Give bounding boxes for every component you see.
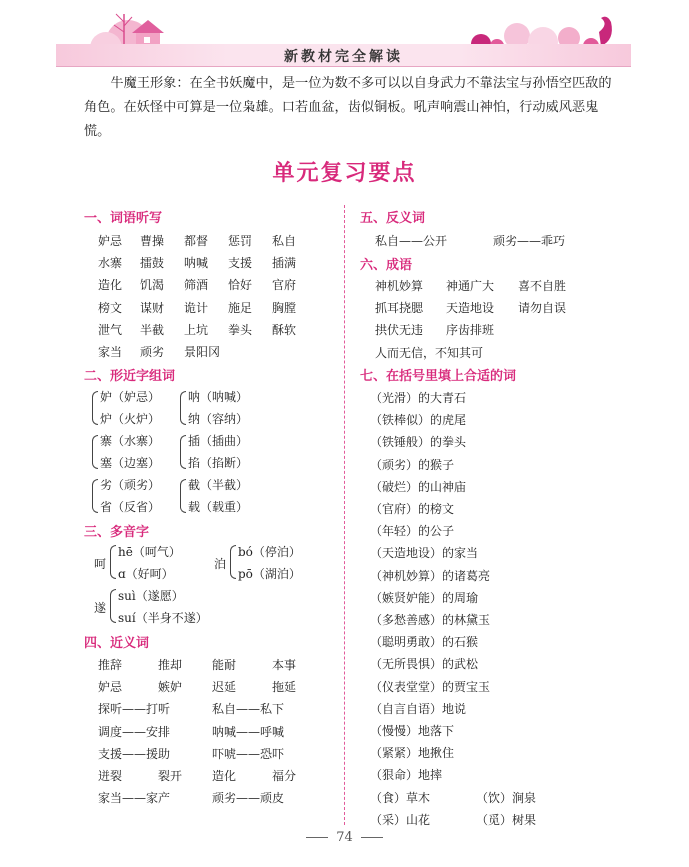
fill-in-item: （饮）涧泉 [476, 790, 537, 805]
vocab-word: 施足 [228, 300, 253, 315]
vocab-word: 都督 [184, 234, 209, 248]
vocab-word: 妒忌 [98, 234, 123, 248]
fill-in-item: （年轻）的公子 [370, 524, 455, 539]
synonym-item: 福分 [272, 769, 297, 783]
vocab-word: 泄气 [98, 322, 123, 337]
vocab-word: 官府 [272, 278, 297, 293]
reading: bó（停泊） [238, 545, 301, 559]
synonym-item: 支援——援助 [98, 746, 171, 761]
idiom: 天造地设 [446, 301, 495, 316]
fill-in-item: （光滑）的大青石 [370, 391, 467, 405]
fill-in-item: （自言自语）地说 [370, 701, 467, 716]
reading: pō（湖泊） [238, 567, 301, 581]
vocab-word: 景阳冈 [184, 345, 221, 359]
char-word: 纳（容纳） [188, 412, 249, 426]
section-heading: 二、形近字组词 [84, 369, 176, 384]
fill-in-item: （多愁善感）的林黛玉 [370, 613, 491, 627]
vocab-word: 惩罚 [228, 234, 253, 248]
polyphone-char: 遂 [94, 601, 107, 615]
idiom: 拱伏无违 [375, 323, 424, 338]
section-heading: 六、成语 [360, 258, 413, 273]
synonym-item: 嫉妒 [158, 680, 183, 695]
antonym-pair: 顽劣——乖巧 [493, 234, 566, 248]
section-heading: 七、在括号里填上合适的词 [360, 369, 517, 384]
fill-in-item: （天造地设）的家当 [370, 546, 479, 561]
char-word: 载（载重） [188, 500, 249, 514]
synonym-item: 呐喊——呼喊 [212, 724, 285, 739]
fill-in-item: （觅）树果 [476, 812, 537, 827]
char-word: 省（反省） [100, 500, 161, 514]
antonym-pair: 私自——公开 [375, 234, 448, 248]
vocab-word: 上坑 [184, 322, 209, 337]
idiom: 序齿排班 [446, 323, 495, 338]
idiom: 喜不自胜 [518, 279, 567, 293]
synonym-item: 拖延 [272, 680, 297, 695]
fill-in-item: （顽劣）的猴子 [370, 457, 455, 472]
idiom: 人而无信，不知其可 [375, 345, 484, 360]
brace [180, 391, 186, 425]
synonym-item: 迸裂 [98, 769, 123, 783]
fill-in-item: （慢慢）地落下 [370, 724, 455, 738]
fill-in-item: （破烂）的山神庙 [370, 479, 467, 494]
vocab-word: 胸膛 [272, 300, 297, 315]
synonym-item: 能耐 [212, 658, 237, 672]
fill-in-item: （食）草木 [370, 790, 431, 805]
idiom: 神通广大 [446, 279, 495, 293]
brace [92, 435, 98, 469]
vocab-word: 私自 [272, 234, 297, 248]
char-word: 呐（呐喊） [188, 390, 249, 404]
vocab-word: 水寨 [98, 256, 123, 271]
synonym-item: 家当——家产 [98, 791, 171, 806]
vocab-word: 饥渴 [140, 278, 165, 293]
brace [92, 391, 98, 425]
char-word: 插（插曲） [188, 434, 249, 448]
brace [180, 479, 186, 513]
char-word: 截（半截） [188, 478, 249, 492]
brace [180, 435, 186, 469]
brace [92, 479, 98, 513]
vocab-word: 筛酒 [184, 278, 209, 293]
section-heading: 三、多音字 [84, 525, 150, 540]
fill-in-item: （铁锤般）的拳头 [370, 435, 467, 450]
idiom: 抓耳挠腮 [375, 301, 424, 316]
char-word: 炉（火炉） [100, 412, 161, 426]
vocab-word: 半截 [140, 322, 165, 337]
synonym-item: 探听——打听 [98, 702, 171, 717]
reading: suì（遂愿） [118, 589, 184, 603]
synonym-item: 造化 [212, 769, 237, 783]
vocab-word: 家当 [98, 345, 123, 359]
polyphone-char: 泊 [214, 557, 227, 571]
synonym-item: 推却 [158, 658, 183, 672]
intro-paragraph: 牛魔王形象：在全书妖魔中，是一位为数不多可以以自身武力不靠法宝与孙悟空匹敌的角色。在妖怪中可算是一位枭雄。口若血盆，齿似铜板。吼声响震山神怕，行动威风恶鬼慌。 [84, 76, 612, 139]
page-number [0, 830, 689, 845]
synonym-item: 调度——安排 [98, 724, 171, 739]
synonym-item: 本事 [272, 658, 297, 672]
fill-in-item: （官府）的榜文 [370, 502, 455, 516]
vocab-word: 插满 [272, 256, 297, 271]
idiom: 请勿自误 [518, 301, 567, 316]
vocab-word: 恰好 [228, 278, 253, 293]
fill-in-item: （嫉贤妒能）的周瑜 [370, 590, 479, 605]
brace [110, 589, 116, 623]
fill-in-item: （神机妙算）的诸葛亮 [370, 568, 491, 583]
vocab-word: 造化 [98, 278, 123, 293]
char-word: 劣（顽劣） [100, 478, 161, 492]
fill-in-item: （采）山花 [370, 812, 431, 827]
synonym-item: 妒忌 [98, 680, 123, 695]
section-heading: 五、反义词 [360, 211, 426, 226]
fill-in-item: （聪明勇敢）的石猴 [370, 635, 479, 650]
fill-in-item: （铁棒似）的虎尾 [370, 413, 467, 428]
fill-in-item: （紧紧）地揪住 [370, 746, 455, 761]
vocab-word: 拳头 [228, 322, 253, 337]
synonym-item: 吓唬——恐吓 [212, 746, 285, 761]
vocab-word: 酥软 [272, 322, 297, 337]
polyphone-char: 呵 [94, 557, 107, 571]
page-title: 单元复习要点 [272, 161, 417, 186]
reading: hē（呵气） [118, 545, 181, 559]
page-number-text: 74 [336, 830, 353, 845]
synonym-item: 裂开 [158, 769, 183, 783]
brace [110, 545, 116, 579]
section-heading: 四、近义词 [84, 636, 150, 651]
char-word: 妒（妒忌） [100, 390, 161, 404]
fill-in-item: （无所畏惧）的武松 [370, 657, 479, 672]
synonym-item: 迟延 [212, 680, 237, 695]
header-banner [56, 6, 631, 70]
synonym-item: 推辞 [98, 658, 123, 672]
vocab-word: 谋财 [140, 300, 165, 315]
vocab-word: 呐喊 [184, 256, 209, 271]
fill-in-item: （狠命）地摔 [370, 768, 443, 783]
char-word: 寨（水寨） [100, 434, 161, 448]
column-divider [344, 205, 345, 825]
vocab-word: 支援 [228, 256, 253, 271]
char-word: 掐（掐断） [188, 456, 249, 470]
section-heading: 一、词语听写 [84, 211, 163, 226]
vocab-word: 顽劣 [140, 345, 165, 359]
banner-title: 新教材完全解读 [284, 49, 403, 65]
vocab-word: 曹操 [140, 234, 165, 248]
vocab-word: 诡计 [184, 300, 209, 315]
fill-in-item: （仪表堂堂）的贾宝玉 [370, 679, 491, 694]
synonym-item: 私自——私下 [212, 702, 285, 717]
char-word: 塞（边塞） [100, 456, 161, 470]
vocab-word: 榜文 [98, 300, 123, 315]
idiom: 神机妙算 [375, 279, 424, 293]
reading: suí（半身不遂） [118, 611, 208, 625]
synonym-item: 顽劣——顽皮 [212, 791, 285, 806]
vocab-word: 擂鼓 [140, 256, 165, 271]
reading: ɑ（好呵） [118, 567, 174, 581]
brace [230, 545, 236, 579]
